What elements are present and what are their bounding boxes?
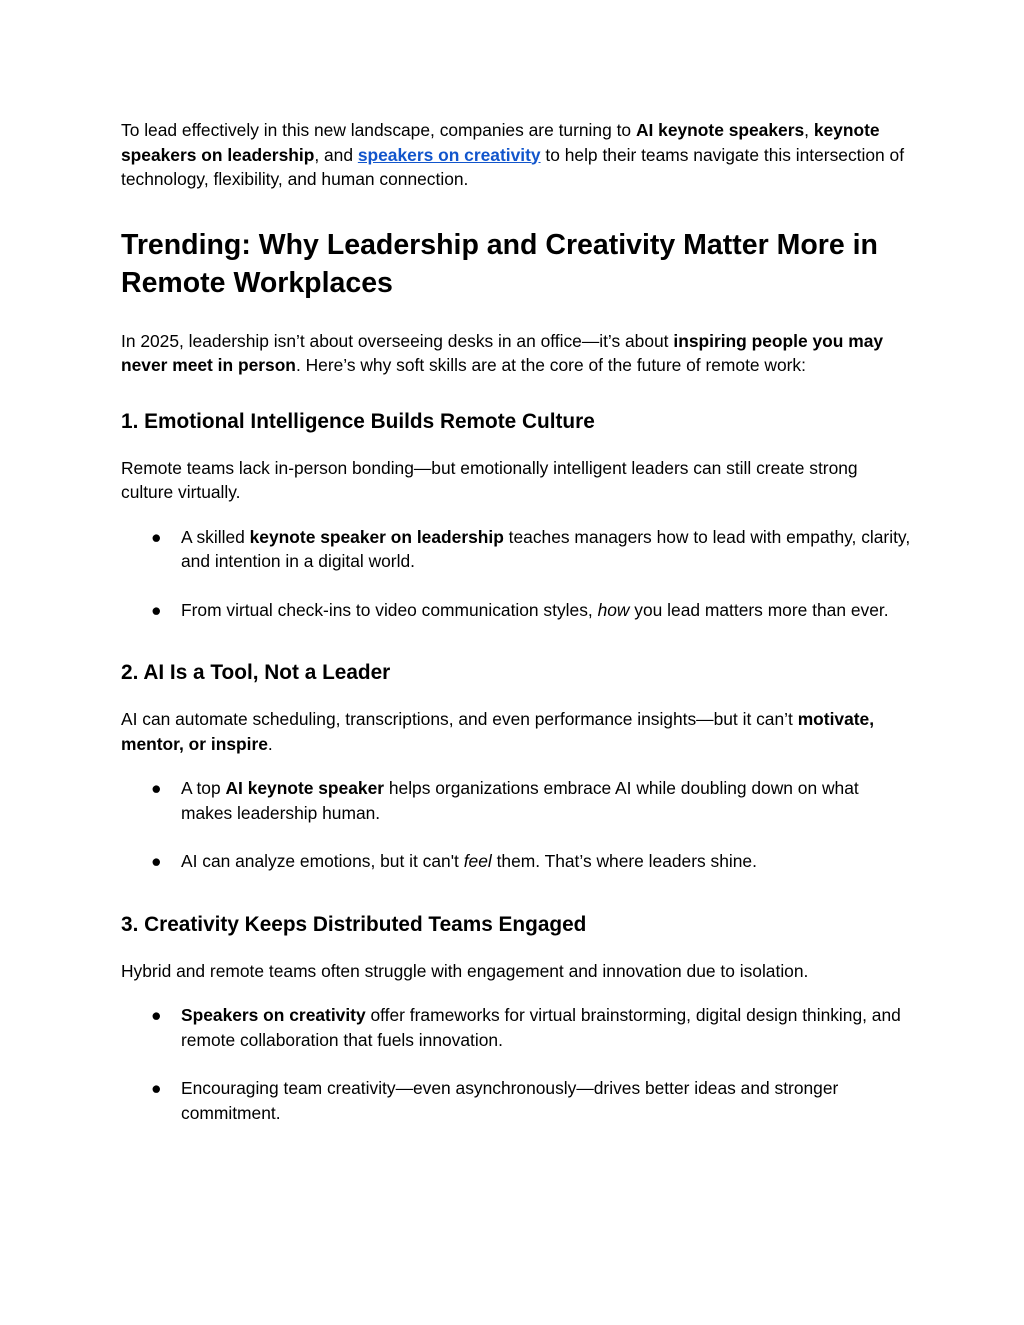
paragraph-text: Hybrid and remote teams often struggle with engagement and innovation due to isolation. [121,960,809,981]
list-item [121,525,911,574]
section-1-heading: 1. Emotional Intelligence Builds Remote Culture [121,409,595,433]
list-text: helps organizations embrace AI while doubling down on what makes leadership human. [181,778,859,823]
list-text: A top [181,778,226,798]
section-1-paragraph [121,456,911,505]
section-2-heading: 2. AI Is a Tool, Not a Leader [121,661,391,684]
intro-bold-ai-keynote: AI keynote speakers [635,120,805,140]
document-page [121,118,911,1149]
intro-text: To lead effectively in this new landscape, companies are turning to [121,120,636,140]
list-item [121,598,911,623]
list-item [121,849,911,874]
list-text: them. That’s where leaders shine. [491,851,757,871]
section-3-bullet-list [121,1003,911,1125]
lead-bold: inspiring people you may never meet in person [121,330,884,375]
list-text: Encouraging team creativity—even asynchronously—drives better ideas and stronger commitment. [181,1078,839,1123]
paragraph-text: Remote teams lack in-person bonding—but emotionally intelligent leaders can still create strong culture virtually. [121,457,858,502]
list-text: offer frameworks for virtual brainstorming, digital design thinking, and remote collaboration that fuels innovation. [181,1005,901,1050]
speakers-on-creativity-link[interactable]: speakers on creativity [357,144,541,165]
section-1-bullet-list [121,525,911,623]
list-bold: AI keynote speaker [225,778,385,798]
intro-bold-leadership: keynote speakers on leadership [121,120,880,165]
section-2-paragraph [121,707,911,756]
section-3-heading: 3. Creativity Keeps Distributed Teams Engaged [121,912,587,936]
section-3-paragraph [121,959,911,984]
list-text: teaches managers how to lead with empathy, clarity, and intention in a digital world. [181,526,911,571]
list-bold: keynote speaker on leadership [249,526,504,547]
list-item [121,1003,911,1052]
list-item [121,776,911,825]
intro-paragraph [121,118,911,192]
bullet-icon: ● [151,1078,162,1098]
list-italic: feel [463,851,492,871]
bullet-icon: ● [151,1005,162,1025]
list-text: you lead matters more than ever. [629,599,889,620]
lead-paragraph [121,329,911,378]
list-text: AI can analyze emotions, but it can't [181,851,464,871]
section-2-bullet-list [121,776,911,874]
list-bold: Speakers on creativity [181,1005,366,1025]
intro-text: to help their teams navigate this intersection of technology, flexibility, and human connection. [121,144,905,189]
bullet-icon: ● [151,526,162,547]
intro-text: , [804,120,814,140]
intro-text: , and [314,144,358,165]
list-text: A skilled [181,526,250,547]
list-item [121,1076,911,1125]
list-italic: how [597,599,630,620]
lead-text: . Here’s why soft skills are at the core of the future of remote work: [295,355,806,375]
lead-text: In 2025, leadership isn’t about overseeing desks in an office—it’s about [121,330,674,351]
paragraph-text: AI can automate scheduling, transcriptions, and even performance insights—but it can’t [121,709,798,729]
bullet-icon: ● [151,599,162,620]
bullet-icon: ● [151,778,162,798]
paragraph-text: . [267,733,273,754]
page-heading: Trending: Why Leadership and Creativity Matter More in Remote Workplaces [121,228,878,299]
paragraph-bold: motivate, mentor, or inspire [121,709,875,754]
bullet-icon: ● [151,851,162,871]
list-text: From virtual check-ins to video communication styles, [181,599,598,620]
